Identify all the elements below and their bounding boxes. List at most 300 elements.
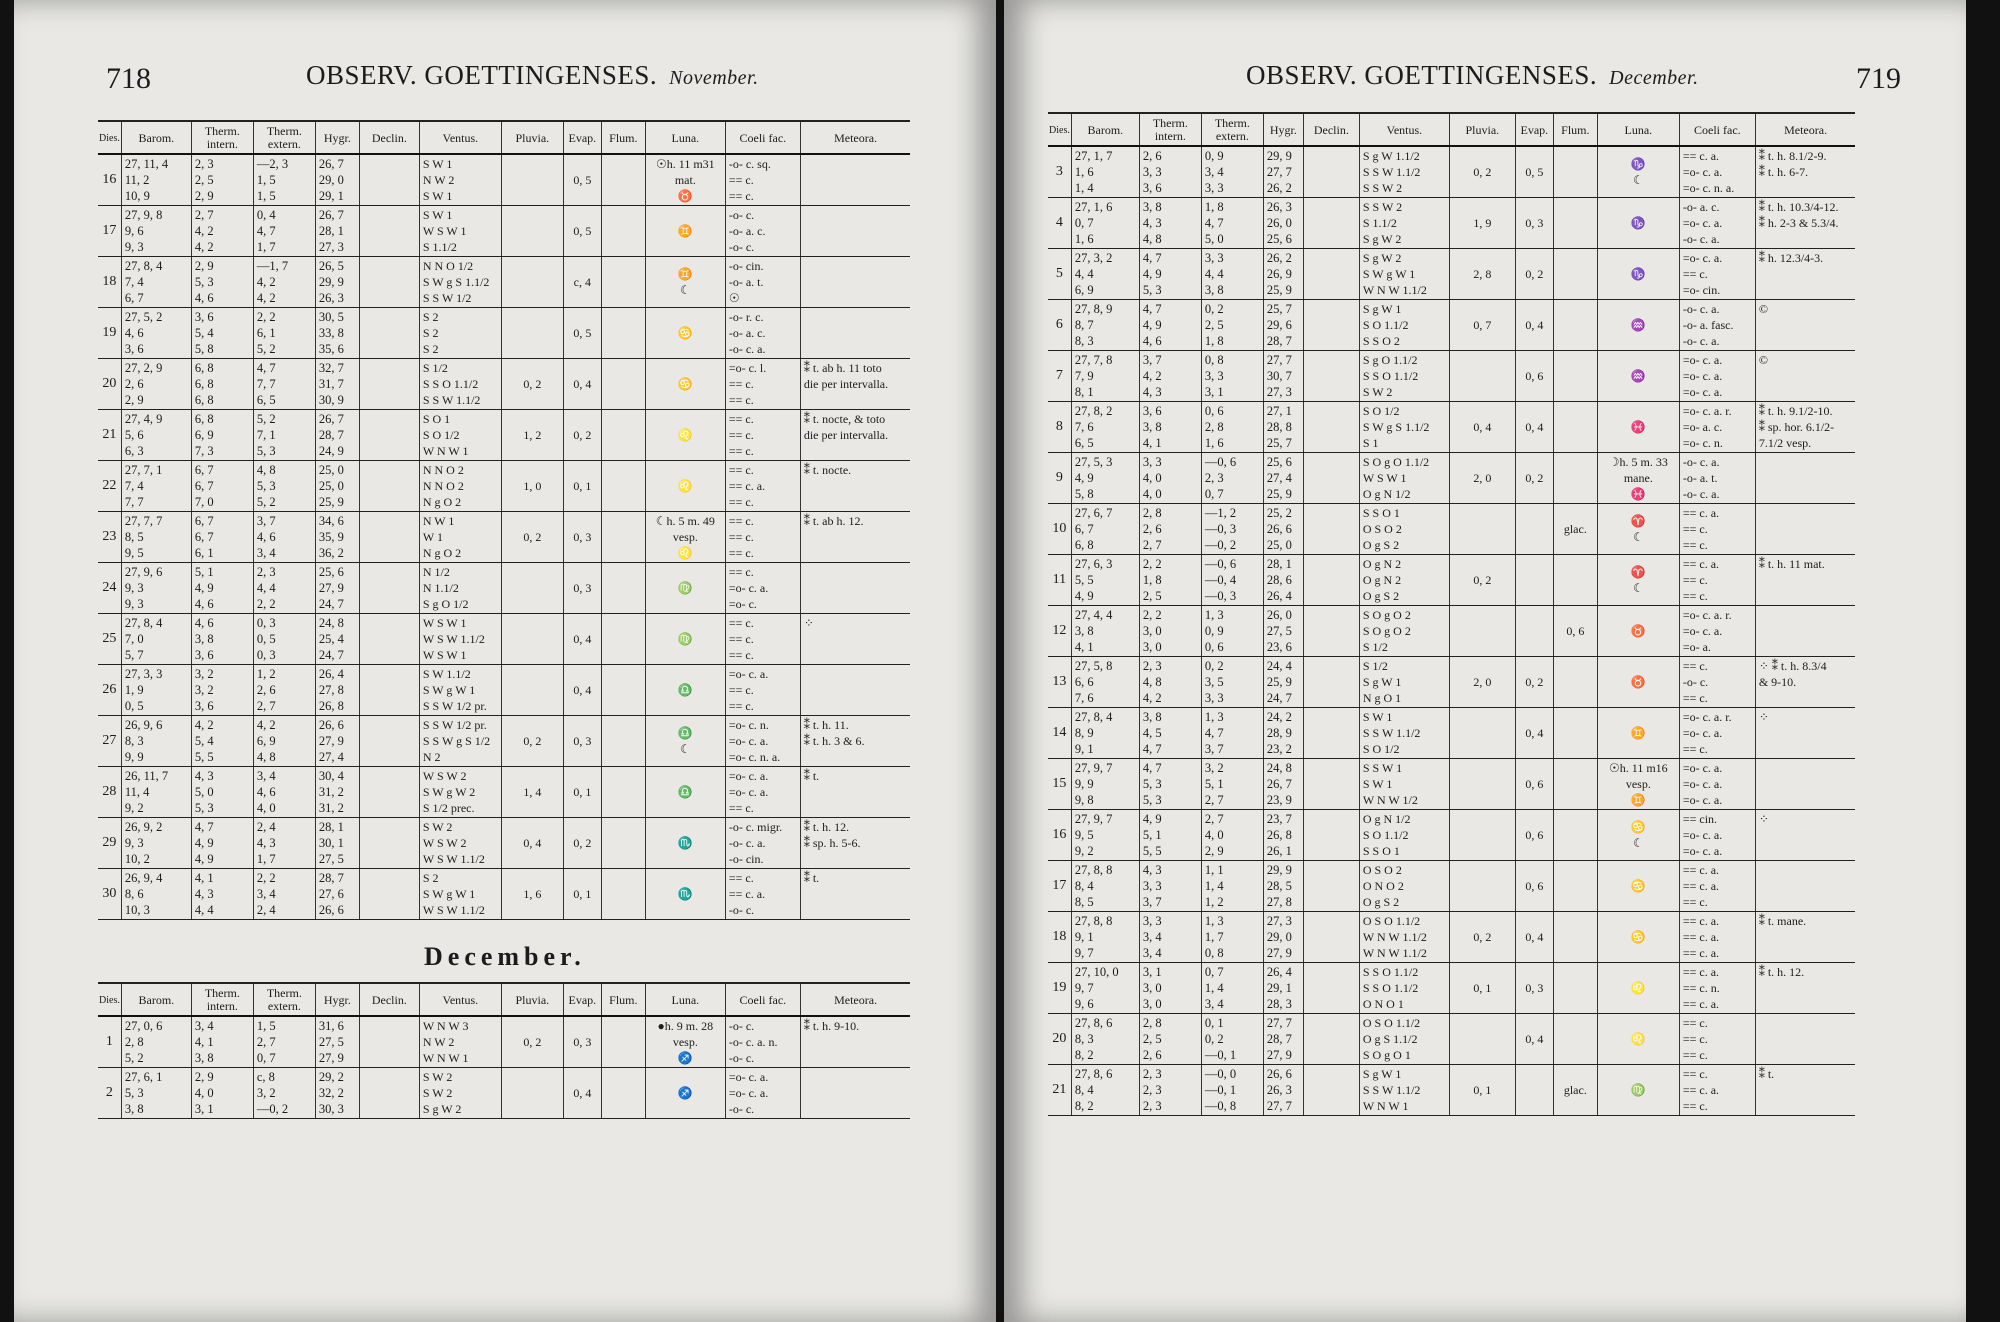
cell-therm-intern: 2, 2 1, 8 2, 5 (1139, 554, 1201, 605)
cell-barom: 27, 11, 4 11, 2 10, 9 (121, 154, 191, 205)
cell-dies: 26 (98, 664, 121, 715)
cell-dies: 2 (98, 1067, 121, 1118)
cell-declin (1303, 809, 1359, 860)
cell-luna: ♓ (1597, 401, 1679, 452)
cell-therm-intern: 5, 1 4, 9 4, 6 (191, 562, 253, 613)
column-header-therm-extern: Therm. extern. (1201, 113, 1263, 146)
cell-therm-extern: c, 8 3, 2 —0, 2 (253, 1067, 315, 1118)
table-row (98, 868, 910, 919)
cell-hygr: 23, 7 26, 8 26, 1 (1263, 809, 1303, 860)
cell-evap (1515, 554, 1553, 605)
table-row (1048, 1013, 1855, 1064)
cell-barom: 27, 4, 4 3, 8 4, 1 (1071, 605, 1139, 656)
cell-therm-extern: —0, 0 —0, 1 —0, 8 (1201, 1064, 1263, 1115)
cell-barom: 27, 0, 6 2, 8 5, 2 (121, 1016, 191, 1067)
cell-coeli-fac: -o- c. migr. -o- c. a. -o- cin. (725, 817, 800, 868)
column-header-row (98, 983, 910, 1016)
column-header-evap: Evap. (563, 983, 601, 1016)
cell-luna: ♉ (1597, 656, 1679, 707)
cell-dies: 28 (98, 766, 121, 817)
cell-therm-extern: 2, 4 4, 3 1, 7 (253, 817, 315, 868)
cell-meteora: ⁑ t. nocte. (800, 460, 910, 511)
cell-ventus: N W 1 W 1 N g O 2 (419, 511, 501, 562)
cell-pluvia (1449, 860, 1515, 911)
table-row (1048, 452, 1855, 503)
cell-pluvia: 2, 0 (1449, 452, 1515, 503)
column-header-barom: Barom. (121, 121, 191, 154)
cell-ventus: S S W 1 S W 1 W N W 1/2 (1359, 758, 1449, 809)
cell-ventus: W N W 3 N W 2 W N W 1 (419, 1016, 501, 1067)
cell-pluvia: 1, 6 (501, 868, 563, 919)
cell-hygr: 26, 4 27, 8 26, 8 (315, 664, 359, 715)
cell-therm-intern: 4, 3 3, 3 3, 7 (1139, 860, 1201, 911)
cell-evap: 0, 2 (1515, 248, 1553, 299)
cell-therm-intern: 2, 3 2, 3 2, 3 (1139, 1064, 1201, 1115)
cell-meteora: © (1755, 350, 1855, 401)
cell-coeli-fac: -o- r. c. -o- a. c. -o- c. a. (725, 307, 800, 358)
cell-therm-intern: 2, 6 3, 3 3, 6 (1139, 146, 1201, 197)
cell-meteora: ⁑ t. mane. (1755, 911, 1855, 962)
cell-coeli-fac: -o- c. a. -o- a. t. -o- c. a. (1679, 452, 1755, 503)
cell-therm-intern: 2, 2 3, 0 3, 0 (1139, 605, 1201, 656)
cell-ventus: S W 1 S S W 1.1/2 S O 1/2 (1359, 707, 1449, 758)
cell-pluvia: 1, 2 (501, 409, 563, 460)
cell-flum (601, 358, 645, 409)
cell-hygr: 31, 6 27, 5 27, 9 (315, 1016, 359, 1067)
cell-ventus: S S W 2 S 1.1/2 S g W 2 (1359, 197, 1449, 248)
cell-evap: 0, 4 (1515, 401, 1553, 452)
cell-ventus: S g O 1.1/2 S S O 1.1/2 S W 2 (1359, 350, 1449, 401)
cell-therm-intern: 2, 3 2, 5 2, 9 (191, 154, 253, 205)
column-header-barom: Barom. (1071, 113, 1139, 146)
cell-coeli-fac: =o- c. a. =o- c. a. =o- c. a. (1679, 350, 1755, 401)
cell-barom: 27, 1, 7 1, 6 1, 4 (1071, 146, 1139, 197)
column-header-flum: Flum. (601, 121, 645, 154)
cell-therm-extern: 2, 2 3, 4 2, 4 (253, 868, 315, 919)
column-header-evap: Evap. (1515, 113, 1553, 146)
cell-declin (1303, 350, 1359, 401)
table-row (98, 154, 910, 205)
cell-meteora: ⁑ t. (1755, 1064, 1855, 1115)
cell-meteora (800, 664, 910, 715)
column-header-ventus: Ventus. (1359, 113, 1449, 146)
cell-therm-extern: 0, 3 0, 5 0, 3 (253, 613, 315, 664)
cell-pluvia: 2, 0 (1449, 656, 1515, 707)
table-row (98, 613, 910, 664)
cell-pluvia (501, 562, 563, 613)
table-row (1048, 656, 1855, 707)
table-row (1048, 248, 1855, 299)
cell-therm-extern: —0, 6 2, 3 0, 7 (1201, 452, 1263, 503)
cell-flum (601, 715, 645, 766)
cell-meteora (1755, 452, 1855, 503)
column-header-therm-intern: Therm. intern. (191, 121, 253, 154)
cell-hygr: 26, 5 29, 9 26, 3 (315, 256, 359, 307)
cell-dies: 5 (1048, 248, 1071, 299)
cell-declin (1303, 911, 1359, 962)
cell-meteora: ⁘ (1755, 707, 1855, 758)
cell-luna: ♍ (1597, 1064, 1679, 1115)
cell-luna: ♋ (1597, 860, 1679, 911)
running-head (1246, 60, 1699, 91)
cell-pluvia: 0, 2 (501, 715, 563, 766)
cell-therm-intern: 6, 7 6, 7 6, 1 (191, 511, 253, 562)
cell-therm-intern: 3, 3 3, 4 3, 4 (1139, 911, 1201, 962)
cell-coeli-fac: == c. a. == c. a. == c. (1679, 860, 1755, 911)
cell-coeli-fac: == c. == c. == c. (725, 511, 800, 562)
column-header-pluvia: Pluvia. (501, 983, 563, 1016)
cell-therm-intern: 3, 6 5, 4 5, 8 (191, 307, 253, 358)
cell-meteora: ⁑ t. (800, 868, 910, 919)
section-heading-december: December. (424, 942, 586, 971)
cell-therm-extern: 0, 1 0, 2 —0, 1 (1201, 1013, 1263, 1064)
cell-dies: 16 (98, 154, 121, 205)
cell-ventus: S S O 1 O S O 2 O g S 2 (1359, 503, 1449, 554)
column-header-coeli-fac: Coeli fac. (725, 121, 800, 154)
running-head-title: OBSERV. GOETTINGENSES. (306, 60, 658, 90)
cell-hygr: 26, 3 26, 0 25, 6 (1263, 197, 1303, 248)
cell-barom: 27, 9, 8 9, 6 9, 3 (121, 205, 191, 256)
cell-flum (1553, 554, 1597, 605)
cell-flum (1553, 197, 1597, 248)
cell-hygr: 25, 6 27, 4 25, 9 (1263, 452, 1303, 503)
cell-therm-extern: 3, 7 4, 6 3, 4 (253, 511, 315, 562)
table-row (1048, 554, 1855, 605)
cell-meteora: ⁑ t. h. 11 mat. (1755, 554, 1855, 605)
cell-declin (1303, 299, 1359, 350)
cell-hygr: 28, 7 27, 6 26, 6 (315, 868, 359, 919)
cell-barom: 27, 9, 7 9, 9 9, 8 (1071, 758, 1139, 809)
cell-therm-intern: 6, 8 6, 9 7, 3 (191, 409, 253, 460)
cell-dies: 21 (1048, 1064, 1071, 1115)
cell-therm-extern: 0, 9 3, 4 3, 3 (1201, 146, 1263, 197)
cell-dies: 14 (1048, 707, 1071, 758)
cell-hygr: 26, 2 26, 9 25, 9 (1263, 248, 1303, 299)
cell-declin (1303, 1013, 1359, 1064)
cell-declin (359, 664, 419, 715)
cell-barom: 27, 2, 9 2, 6 2, 9 (121, 358, 191, 409)
cell-declin (1303, 554, 1359, 605)
table-row (1048, 197, 1855, 248)
cell-pluvia: 0, 4 (1449, 401, 1515, 452)
cell-evap: 0, 6 (1515, 758, 1553, 809)
cell-luna: ♏ (645, 868, 725, 919)
cell-flum (1553, 809, 1597, 860)
cell-luna: ♊ ☾ (645, 256, 725, 307)
cell-barom: 27, 5, 8 6, 6 7, 6 (1071, 656, 1139, 707)
cell-coeli-fac: -o- cin. -o- a. t. ☉ (725, 256, 800, 307)
cell-therm-extern: 1, 5 2, 7 0, 7 (253, 1016, 315, 1067)
cell-therm-intern: 6, 7 6, 7 7, 0 (191, 460, 253, 511)
left-page (14, 0, 996, 1322)
column-header-therm-extern: Therm. extern. (253, 983, 315, 1016)
cell-therm-extern: 4, 8 5, 3 5, 2 (253, 460, 315, 511)
table-row (98, 205, 910, 256)
cell-declin (1303, 962, 1359, 1013)
cell-hygr: 34, 6 35, 9 36, 2 (315, 511, 359, 562)
cell-meteora (1755, 758, 1855, 809)
cell-therm-extern: 1, 8 4, 7 5, 0 (1201, 197, 1263, 248)
column-header-row (98, 121, 910, 154)
cell-ventus: O S O 1.1/2 O g S 1.1/2 S O g O 1 (1359, 1013, 1449, 1064)
cell-ventus: S O 1 S O 1/2 W N W 1 (419, 409, 501, 460)
cell-barom: 27, 3, 3 1, 9 0, 5 (121, 664, 191, 715)
cell-dies: 4 (1048, 197, 1071, 248)
cell-evap: 0, 2 (1515, 656, 1553, 707)
table-row (98, 256, 910, 307)
table-row (98, 715, 910, 766)
cell-coeli-fac: =o- c. a. =o- c. a. -o- c. (725, 1067, 800, 1118)
cell-coeli-fac: == c. == c. a. == c. (725, 460, 800, 511)
right-page (1004, 0, 1966, 1322)
cell-meteora (800, 154, 910, 205)
table-row (1048, 350, 1855, 401)
cell-pluvia: 0, 2 (501, 1016, 563, 1067)
cell-ventus: N N O 1/2 S W g S 1.1/2 S S W 1/2 (419, 256, 501, 307)
cell-evap: 0, 5 (1515, 146, 1553, 197)
cell-luna: ☾h. 5 m. 49 vesp. ♌ (645, 511, 725, 562)
cell-declin (359, 358, 419, 409)
cell-barom: 27, 8, 9 8, 7 8, 3 (1071, 299, 1139, 350)
cell-dies: 24 (98, 562, 121, 613)
cell-pluvia: 0, 1 (1449, 1064, 1515, 1115)
table-row (98, 664, 910, 715)
cell-pluvia (501, 1067, 563, 1118)
cell-declin (1303, 605, 1359, 656)
table-row (98, 460, 910, 511)
cell-declin (1303, 707, 1359, 758)
column-header-pluvia: Pluvia. (1449, 113, 1515, 146)
cell-coeli-fac: == c. == c. == c. (1679, 1013, 1755, 1064)
cell-evap: 0, 4 (1515, 911, 1553, 962)
cell-ventus: S O 1/2 S W g S 1.1/2 S 1 (1359, 401, 1449, 452)
cell-evap: 0, 5 (563, 205, 601, 256)
cell-hygr: 32, 7 31, 7 30, 9 (315, 358, 359, 409)
cell-declin (1303, 860, 1359, 911)
cell-therm-intern: 6, 8 6, 8 6, 8 (191, 358, 253, 409)
table-row (98, 511, 910, 562)
cell-dies: 20 (1048, 1013, 1071, 1064)
column-header-declin: Declin. (359, 983, 419, 1016)
cell-dies: 6 (1048, 299, 1071, 350)
cell-hygr: 27, 1 28, 8 25, 7 (1263, 401, 1303, 452)
cell-barom: 27, 4, 9 5, 6 6, 3 (121, 409, 191, 460)
running-head-month: December. (1609, 67, 1699, 89)
cell-pluvia (1449, 758, 1515, 809)
cell-meteora: ⁑ t. h. 12. (1755, 962, 1855, 1013)
table-row (1048, 401, 1855, 452)
cell-therm-extern: —1, 2 —0, 3 —0, 2 (1201, 503, 1263, 554)
cell-pluvia (501, 664, 563, 715)
cell-hygr: 24, 4 25, 9 24, 7 (1263, 656, 1303, 707)
cell-hygr: 24, 8 25, 4 24, 7 (315, 613, 359, 664)
cell-flum (1553, 656, 1597, 707)
cell-pluvia (1449, 503, 1515, 554)
cell-hygr: 26, 7 28, 7 24, 9 (315, 409, 359, 460)
table-row (1048, 809, 1855, 860)
running-head (306, 60, 759, 91)
cell-hygr: 26, 7 29, 0 29, 1 (315, 154, 359, 205)
table-row (98, 766, 910, 817)
cell-meteora: ⁑ t. h. 9.1/2-10. ⁑ sp. hor. 6.1/2- 7.1/2 vesp. (1755, 401, 1855, 452)
column-header-coeli-fac: Coeli fac. (725, 983, 800, 1016)
cell-hygr: 24, 8 26, 7 23, 9 (1263, 758, 1303, 809)
cell-hygr: 26, 6 27, 9 27, 4 (315, 715, 359, 766)
cell-barom: 27, 8, 2 7, 6 6, 5 (1071, 401, 1139, 452)
column-header-therm-extern: Therm. extern. (253, 121, 315, 154)
cell-evap: 0, 3 (1515, 962, 1553, 1013)
cell-evap: 0, 3 (1515, 197, 1553, 248)
cell-meteora: ⁑ t. h. 9-10. (800, 1016, 910, 1067)
cell-dies: 29 (98, 817, 121, 868)
table-row (1048, 707, 1855, 758)
cell-ventus: S S O 1.1/2 S S O 1.1/2 O N O 1 (1359, 962, 1449, 1013)
cell-flum: glac. (1553, 503, 1597, 554)
cell-hygr: 28, 1 28, 6 26, 4 (1263, 554, 1303, 605)
cell-therm-extern: 5, 2 7, 1 5, 3 (253, 409, 315, 460)
cell-meteora: ⁑ t. h. 10.3/4-12. ⁑ h. 2-3 & 5.3/4. (1755, 197, 1855, 248)
cell-coeli-fac: == c. == c. == c. (725, 613, 800, 664)
cell-dies: 20 (98, 358, 121, 409)
cell-evap (1515, 605, 1553, 656)
cell-ventus: S W 1 W S W 1 S 1.1/2 (419, 205, 501, 256)
cell-flum (1553, 860, 1597, 911)
cell-flum (601, 868, 645, 919)
cell-luna: ♋ (645, 307, 725, 358)
cell-flum (601, 613, 645, 664)
cell-hygr: 25, 7 29, 6 28, 7 (1263, 299, 1303, 350)
table-row (1048, 503, 1855, 554)
cell-evap: 0, 3 (563, 715, 601, 766)
cell-ventus: S 1/2 S g W 1 N g O 1 (1359, 656, 1449, 707)
cell-declin (359, 715, 419, 766)
cell-therm-extern: 0, 6 2, 8 1, 6 (1201, 401, 1263, 452)
cell-flum (601, 664, 645, 715)
cell-declin (359, 562, 419, 613)
cell-pluvia (501, 154, 563, 205)
table-row (98, 307, 910, 358)
cell-barom: 27, 8, 4 7, 0 5, 7 (121, 613, 191, 664)
cell-flum (1553, 962, 1597, 1013)
cell-flum: 0, 6 (1553, 605, 1597, 656)
cell-coeli-fac: -o- a. c. =o- c. a. -o- c. a. (1679, 197, 1755, 248)
cell-barom: 27, 9, 7 9, 5 9, 2 (1071, 809, 1139, 860)
cell-luna: ♌ (645, 460, 725, 511)
cell-declin (1303, 758, 1359, 809)
cell-flum (601, 817, 645, 868)
cell-therm-extern: 1, 3 1, 7 0, 8 (1201, 911, 1263, 962)
cell-declin (359, 613, 419, 664)
cell-luna: ☉h. 11 m31 mat. ♉ (645, 154, 725, 205)
cell-hygr: 30, 4 31, 2 31, 2 (315, 766, 359, 817)
cell-evap: 0, 2 (563, 817, 601, 868)
cell-coeli-fac: =o- c. a. == c. =o- cin. (1679, 248, 1755, 299)
cell-dies: 7 (1048, 350, 1071, 401)
cell-therm-extern: —0, 6 —0, 4 —0, 3 (1201, 554, 1263, 605)
cell-evap: 0, 3 (563, 511, 601, 562)
cell-therm-intern: 2, 3 4, 8 4, 2 (1139, 656, 1201, 707)
cell-evap: c, 4 (563, 256, 601, 307)
cell-coeli-fac: == c. == c. == c. (725, 409, 800, 460)
cell-evap: 0, 3 (563, 562, 601, 613)
cell-meteora (800, 205, 910, 256)
cell-therm-intern: 3, 6 3, 8 4, 1 (1139, 401, 1201, 452)
cell-luna: ♏ (645, 817, 725, 868)
cell-therm-extern: 0, 2 3, 5 3, 3 (1201, 656, 1263, 707)
cell-therm-extern: —2, 3 1, 5 1, 5 (253, 154, 315, 205)
cell-pluvia (1449, 809, 1515, 860)
cell-coeli-fac: == c. -o- c. == c. (1679, 656, 1755, 707)
cell-therm-intern: 3, 8 4, 3 4, 8 (1139, 197, 1201, 248)
cell-evap: 0, 4 (563, 613, 601, 664)
cell-coeli-fac: == cin. =o- c. a. =o- c. a. (1679, 809, 1755, 860)
cell-coeli-fac: -o- c. a. -o- a. fasc. -o- c. a. (1679, 299, 1755, 350)
cell-barom: 27, 5, 2 4, 6 3, 6 (121, 307, 191, 358)
table-row (98, 1016, 910, 1067)
cell-evap: 0, 4 (1515, 1013, 1553, 1064)
cell-ventus: S O g O 1.1/2 W S W 1 O g N 1/2 (1359, 452, 1449, 503)
cell-flum (601, 766, 645, 817)
cell-therm-extern: —1, 7 4, 2 4, 2 (253, 256, 315, 307)
cell-pluvia: 1, 9 (1449, 197, 1515, 248)
column-header-luna: Luna. (1597, 113, 1679, 146)
column-header-luna: Luna. (645, 121, 725, 154)
cell-luna: ♍ (645, 613, 725, 664)
cell-ventus: S S W 1/2 pr. S S W g S 1/2 N 2 (419, 715, 501, 766)
cell-ventus: S g W 1 S S W 1.1/2 W N W 1 (1359, 1064, 1449, 1115)
cell-coeli-fac: =o- c. a. r. =o- c. a. == c. (1679, 707, 1755, 758)
cell-dies: 17 (98, 205, 121, 256)
table-row (1048, 860, 1855, 911)
cell-meteora: ⁑ t. ab h. 11 toto die per intervalla. (800, 358, 910, 409)
cell-hygr: 26, 4 29, 1 28, 3 (1263, 962, 1303, 1013)
cell-therm-extern: 3, 2 5, 1 2, 7 (1201, 758, 1263, 809)
column-header-dies: Dies. (98, 983, 121, 1016)
cell-therm-extern: 4, 7 7, 7 6, 5 (253, 358, 315, 409)
cell-meteora (1755, 860, 1855, 911)
observation-table-december-2 (1048, 112, 1855, 1116)
cell-flum (1553, 299, 1597, 350)
observation-table-november (98, 120, 910, 920)
cell-luna: ♍ (645, 562, 725, 613)
cell-therm-extern: 3, 4 4, 6 4, 0 (253, 766, 315, 817)
cell-barom: 27, 8, 6 8, 4 8, 2 (1071, 1064, 1139, 1115)
cell-meteora: ⁑ t. h. 11. ⁑ t. h. 3 & 6. (800, 715, 910, 766)
cell-luna: ♑ (1597, 248, 1679, 299)
table-row (98, 409, 910, 460)
cell-declin (359, 205, 419, 256)
cell-dies: 19 (1048, 962, 1071, 1013)
column-header-meteora: Meteora. (800, 983, 910, 1016)
cell-luna: ☽h. 5 m. 33 mane. ♓ (1597, 452, 1679, 503)
cell-dies: 13 (1048, 656, 1071, 707)
cell-therm-intern: 2, 7 4, 2 4, 2 (191, 205, 253, 256)
cell-ventus: W S W 1 W S W 1.1/2 W S W 1 (419, 613, 501, 664)
cell-luna: ♊ (1597, 707, 1679, 758)
cell-flum (601, 154, 645, 205)
cell-barom: 26, 9, 2 9, 3 10, 2 (121, 817, 191, 868)
cell-hygr: 29, 9 27, 7 26, 2 (1263, 146, 1303, 197)
cell-dies: 10 (1048, 503, 1071, 554)
cell-coeli-fac: =o- c. a. =o- c. a. =o- c. a. (1679, 758, 1755, 809)
cell-declin (1303, 503, 1359, 554)
column-header-dies: Dies. (98, 121, 121, 154)
column-header-therm-intern: Therm. intern. (1139, 113, 1201, 146)
cell-barom: 27, 10, 0 9, 7 9, 6 (1071, 962, 1139, 1013)
cell-dies: 11 (1048, 554, 1071, 605)
cell-luna: ♈ ☾ (1597, 503, 1679, 554)
table-row (1048, 146, 1855, 197)
